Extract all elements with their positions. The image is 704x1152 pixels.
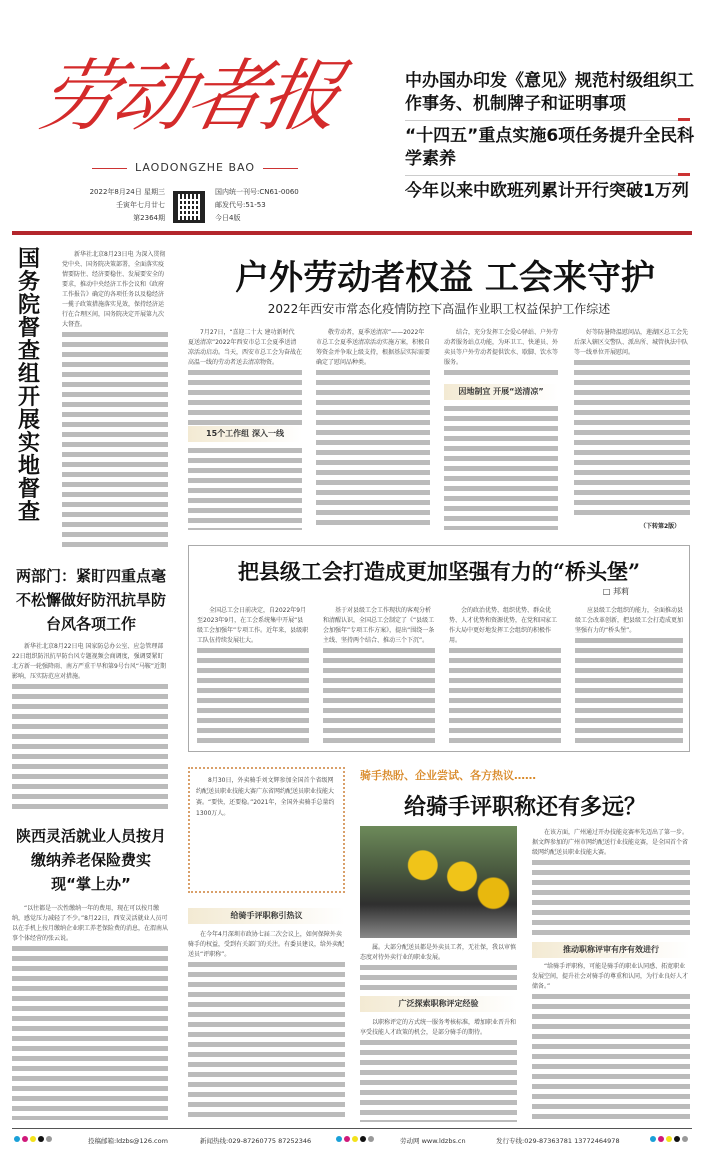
continued-note: （下转第2版）: [640, 523, 681, 530]
feature-headline[interactable]: 把县级工会打造成更加坚强有力的“桥头堡”: [237, 559, 641, 584]
author: □ 邦莉: [602, 587, 629, 596]
article-text: 好等防暑降温慰问品，莲湖区总工会先后深入辖区交警队、派出所、城管执法中队等一线单位开展慰问。: [574, 329, 689, 356]
footer-email[interactable]: 投稿邮箱:ldzbs@126.com: [88, 1137, 168, 1145]
article-text: 敬劳动者，夏季送清凉”——2022年市总工会夏季送清凉活动实施方案，积极自筹资金并争取上级支持，根据基层实际需要确定了慰问品种类。: [316, 329, 430, 366]
subhead: 给骑手评职称引热议: [188, 908, 345, 924]
article-body: [12, 642, 168, 812]
qr-code-icon: [173, 191, 205, 223]
article-text: 全国总工会日前决定，自2022年9月至2023年9月，在工会系统集中开展“县级工会加强年”专项工作。近年来，县级职工队伍持续发展壮大。: [197, 607, 309, 644]
main-headline[interactable]: 户外劳动者权益 工会来守护: [235, 258, 655, 298]
article-body: [444, 328, 558, 380]
article-body: [188, 328, 302, 426]
riders-headline[interactable]: 给骑手评职称还有多远？: [403, 794, 646, 820]
article-text: 结合，充分发挥工会爱心驿站、户外劳动者服务站点功能，为环卫工、快递员、外卖员等户外劳动者提供饮水、歇脚、饮水等服务。: [444, 329, 558, 366]
subhead: 广泛探索职称评定经验: [360, 996, 517, 1012]
subhead: 15个工作组 深入一线: [188, 426, 302, 442]
article-text: 属。大部分配送员都是外卖员工者，无社保，我以审慎态度对待外卖行业的职业发展。: [360, 944, 517, 961]
subhead: 因地制宜 开展“送清凉”: [444, 384, 558, 400]
article-body: [360, 1018, 517, 1122]
intro-box: [188, 767, 345, 893]
article-body: [449, 606, 561, 746]
top-headline[interactable]: “十四五”重点实施6项任务提升全民科学素养: [405, 126, 695, 169]
color-registration-icon: [650, 1136, 690, 1144]
cn-number: 国内统一刊号:CN61-0060: [215, 188, 299, 196]
article-text: 基于对县级工会工作现状的客观分析和清醒认识，全国总工会制定了《“县级工会加强年”专项工作方案》，提出“围绕一条主线、坚持两个结合、推动三个下沉”。: [323, 607, 435, 644]
weekday: 星期三: [144, 188, 165, 196]
issue-number: 第2364期: [133, 214, 165, 222]
article-body: [188, 930, 345, 1122]
subhead: 推动职称评审有序有效进行: [532, 942, 690, 958]
article-text: 新华社北京8月22日电 国家防总办公室、应急管理部22日组织防汛抗旱防台风专题视频会商调度，强调要紧盯北方新一轮强降雨、南方严重干旱和第9号台风“马鞍”近期影响，压实防范应对措施。: [12, 643, 167, 680]
date: 2022年8月24日: [89, 188, 142, 196]
postal-code: 邮发代号:51-53: [215, 201, 266, 209]
left-headline-3[interactable]: 陕西灵活就业人员按月缴纳养老保险费实现“掌上办”: [15, 827, 166, 893]
article-body: [323, 606, 435, 746]
page-count: 今日4版: [215, 214, 241, 222]
article-text: “以往都是一次性缴纳一年的费用，现在可以按月缴纳，感觉压力减轻了不少。”8月22日，西安灵活就业人员可以在手机上按月缴纳企业职工养老保险费的消息，在渭南从事个体经营的张云说。: [12, 905, 168, 942]
article-text: 以职称评定的方式统一服务考核标准，增加职业晋升和享受技能人才政策的机会，是部分骑手的期待。: [360, 1019, 517, 1036]
color-registration-icon: [336, 1136, 376, 1144]
top-headline[interactable]: 中办国办印发《意见》规范村级组织工作事务、机制牌子和证明事项: [405, 71, 694, 114]
masthead-english: LAODONGZHE BAO: [80, 161, 310, 174]
article-text: 应县级工会组织的能力，全面推动县级工会改革创新，把县级工会打造成更加坚强有力的“桥头堡”。: [575, 607, 683, 634]
color-registration-icon: [14, 1136, 54, 1144]
kicker: 骑手热盼、企业尝试、各方热议……: [360, 769, 536, 782]
masthead-rule: [12, 231, 692, 235]
article-body: [62, 250, 168, 550]
publication-info: [215, 186, 299, 225]
date-block: [65, 186, 165, 225]
feature-box: [188, 545, 690, 752]
article-text: “给骑手评职称，可能是骑手的职业认同感、拓宽职业发展空间，提升社会对骑手的尊重和认同，为行业良好人才储备。”: [532, 963, 689, 990]
article-body: [360, 943, 517, 993]
article-body: [575, 606, 683, 746]
article-body: [444, 404, 558, 530]
delivery-riders-photo: [360, 826, 517, 938]
divider: [405, 120, 690, 121]
article-body: [532, 828, 690, 938]
article-body: [12, 904, 168, 1120]
article-body: [188, 446, 302, 530]
article-text: 7月27日，“喜迎二十大 建功新时代 夏送清凉”2022年西安市总工会夏季送清凉活动启动。当天，西安市总工会为奋战在高温一线的劳动者送去清凉物资。: [188, 329, 302, 366]
article-body: [532, 962, 690, 1122]
divider: [405, 175, 690, 176]
article-body: [197, 606, 309, 746]
lunar-date: 壬寅年七月廿七: [116, 201, 165, 209]
article-text: 会的政治优势、组织优势、群众优势、人才优势和资源优势，在党和国家工作大局中更好地发挥工会组织的积极作用。: [449, 606, 561, 646]
article-text: 在今年4月深圳市政协七届二次会议上，如何保障外卖骑手的权益，受到有关部门的关注。有委员建议，给外卖配送员“评职称”。: [188, 931, 345, 958]
masthead-logo: 劳动者报: [30, 52, 346, 142]
article-text: 新华社北京8月23日电 为深入贯彻党中央、国务院决策部署，全面落实疫情要防住、经济要稳住、发展要安全的要求，推动中央经济工作会议和《政府工作报告》确定的各项任务以及稳经济一揽子政策措施落实见效，保持经济运行在合理区间，国务院决定开展第九次大督查。: [62, 250, 168, 330]
article-body: [574, 328, 690, 518]
article-body: [316, 328, 430, 530]
footer-website[interactable]: 劳动网 www.ldzbs.cn: [400, 1137, 466, 1145]
footer-hotline: 新闻热线:029-87260775 87252346: [200, 1137, 312, 1145]
article-text: 8月30日，外卖骑手刘文辉参加全国首个省级网约配送员职业技能大赛广东省网约配送员职业技能大赛。“要快，还要稳。”2021年，全国外卖骑手总量约1300万人。: [196, 775, 337, 819]
left-headline-2[interactable]: 两部门：紧盯四重点毫不松懈做好防汛抗旱防台风各项工作: [15, 567, 166, 633]
top-headline[interactable]: 今年以来中欧班列累计开行突破1万列: [405, 181, 689, 201]
article-body: [196, 775, 337, 885]
left-title-vertical[interactable]: 国务院督查组开展实地督查: [17, 246, 40, 525]
article-text: 在该方面，广州通过开办技能竞赛率先迈出了第一步。据文辉参加的广州市网约配送行业技能竞赛，是全国首个省级网约配送员职业技能大赛。: [532, 829, 689, 856]
footer-distribution: 发行专线:029-87363781 13772464978: [496, 1137, 620, 1145]
main-subtitle: 2022年西安市常态化疫情防控下高温作业职工权益保护工作综述: [267, 302, 611, 316]
footer-rule: [12, 1128, 692, 1129]
